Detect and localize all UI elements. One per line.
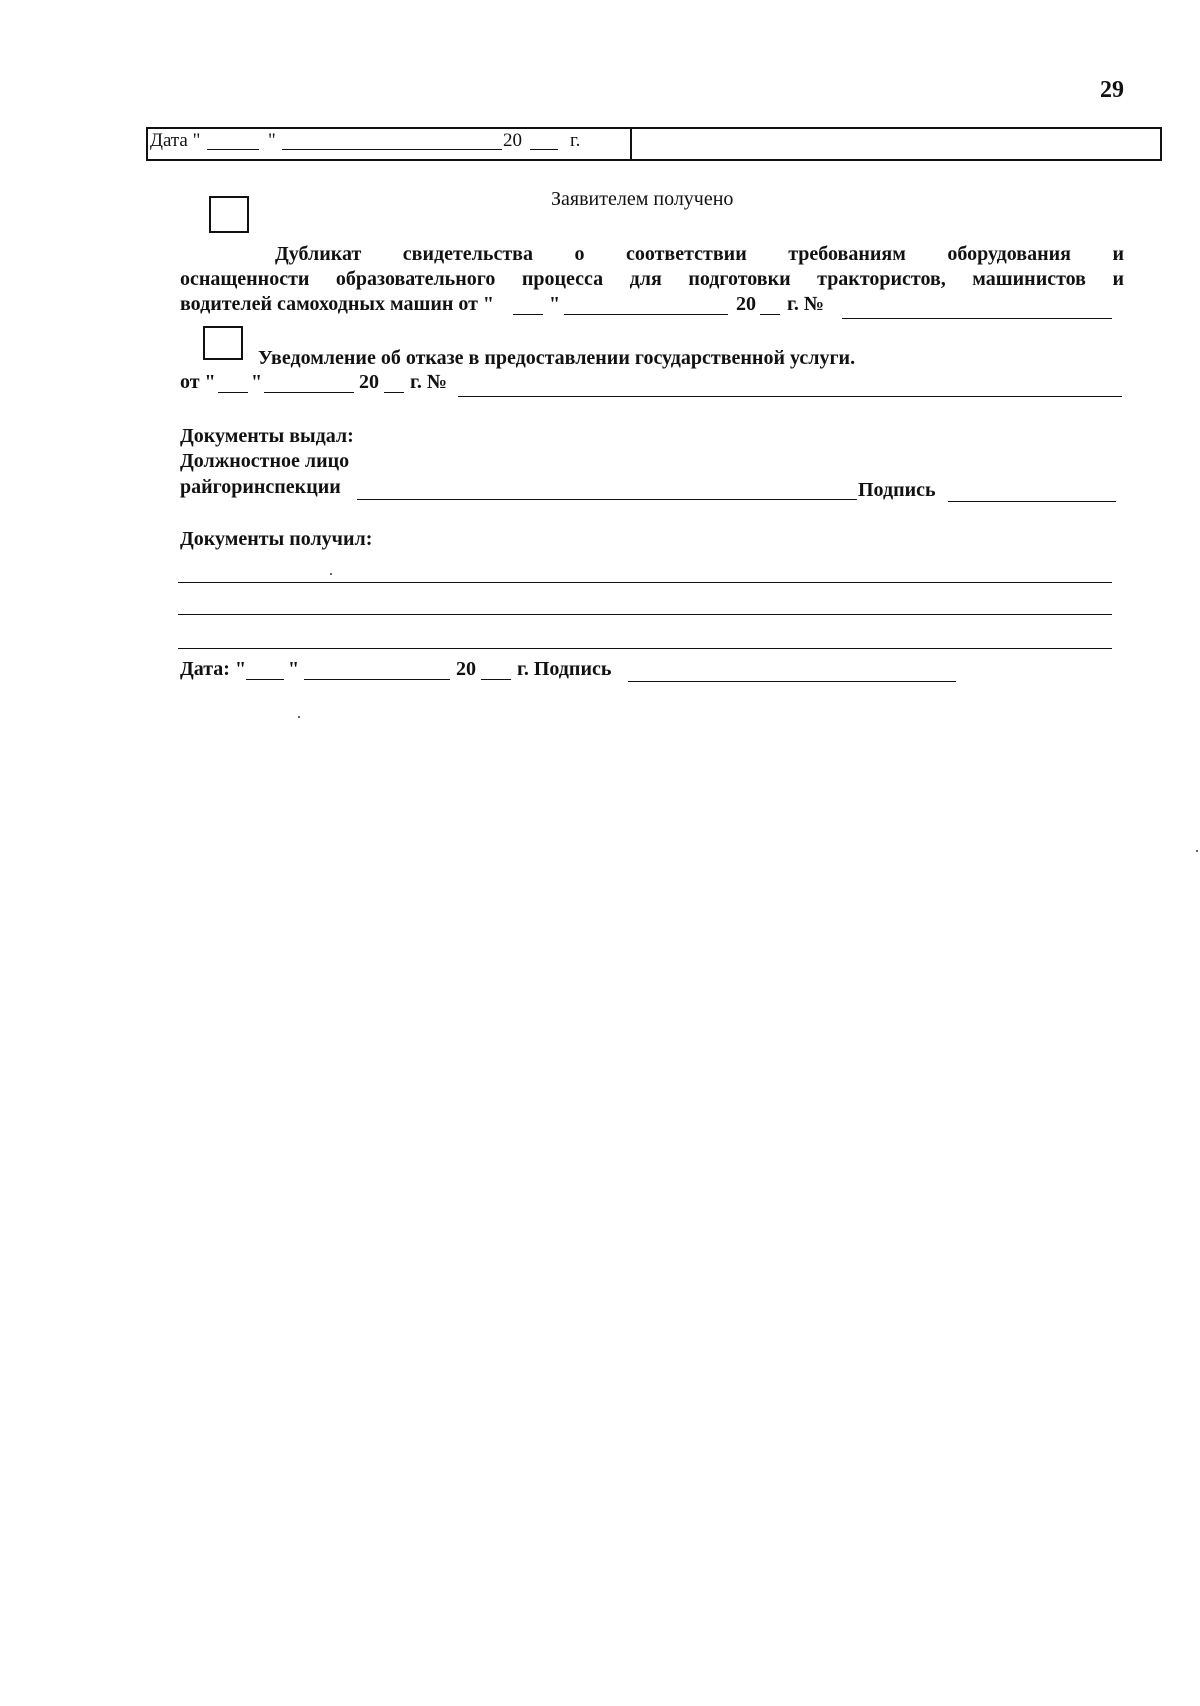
duplicate-line-1: Дубликат свидетельства о соответствии требованиям оборудования и	[275, 243, 1124, 265]
duplicate-line-3: водителей самоходных машин от "	[180, 293, 495, 315]
table-cell-divider	[630, 129, 632, 159]
header-day-blank[interactable]	[207, 149, 259, 150]
footer-year: 20	[456, 658, 476, 680]
duplicate-year-blank[interactable]	[760, 314, 780, 315]
footer-signature-label: г. Подпись	[517, 658, 612, 680]
header-year-blank[interactable]	[530, 149, 558, 150]
refusal-number-label: г. №	[410, 371, 447, 393]
refusal-day-blank[interactable]	[218, 392, 248, 393]
header-year-suffix: г.	[570, 130, 581, 151]
footer-year-blank[interactable]	[481, 679, 511, 680]
scan-speck	[298, 716, 300, 718]
header-date-label: Дата "	[150, 130, 201, 151]
receiver-line-1[interactable]	[178, 582, 1112, 583]
header-year: 20	[503, 130, 522, 151]
receiver-line-3[interactable]	[178, 648, 1112, 649]
duplicate-line-2: оснащенности образовательного процесса для подготовки трактористов, машинистов и	[180, 268, 1124, 290]
duplicate-month-blank[interactable]	[564, 314, 728, 315]
inspection-label: райгоринспекции	[180, 476, 341, 498]
footer-day-blank[interactable]	[246, 679, 284, 680]
footer-date-label: Дата: "	[180, 658, 247, 680]
scan-speck	[1196, 850, 1198, 852]
issued-signature-blank[interactable]	[948, 501, 1116, 502]
documents-issued-label: Документы выдал:	[180, 425, 354, 447]
footer-signature-blank[interactable]	[628, 681, 956, 682]
refusal-from: от "	[180, 371, 216, 393]
official-name-blank[interactable]	[357, 499, 857, 500]
page-number: 29	[1100, 77, 1124, 103]
duplicate-day-blank[interactable]	[513, 314, 543, 315]
refusal-checkbox[interactable]	[203, 326, 243, 360]
scan-speck	[330, 573, 332, 575]
refusal-year: 20	[359, 371, 379, 393]
documents-received-label: Документы получил:	[180, 528, 373, 550]
header-date-table	[146, 127, 1162, 161]
duplicate-number-blank[interactable]	[842, 318, 1112, 319]
refusal-title: Уведомление об отказе в предоставлении государственной услуги.	[258, 347, 856, 369]
duplicate-checkbox[interactable]	[209, 196, 249, 233]
footer-quote: "	[288, 658, 300, 680]
header-month-blank[interactable]	[282, 149, 502, 150]
official-label: Должностное лицо	[180, 450, 350, 472]
refusal-month-blank[interactable]	[264, 392, 354, 393]
duplicate-number-label: г. №	[787, 293, 824, 315]
refusal-number-blank[interactable]	[458, 396, 1122, 397]
received-heading: Заявителем получено	[551, 188, 734, 210]
refusal-year-blank[interactable]	[384, 392, 404, 393]
duplicate-quote: "	[549, 293, 561, 315]
duplicate-year: 20	[736, 293, 756, 315]
footer-month-blank[interactable]	[304, 679, 450, 680]
refusal-quote: "	[251, 371, 263, 393]
issued-signature-label: Подпись	[858, 479, 936, 501]
receiver-line-2[interactable]	[178, 614, 1112, 615]
header-date-quote: "	[268, 130, 276, 151]
